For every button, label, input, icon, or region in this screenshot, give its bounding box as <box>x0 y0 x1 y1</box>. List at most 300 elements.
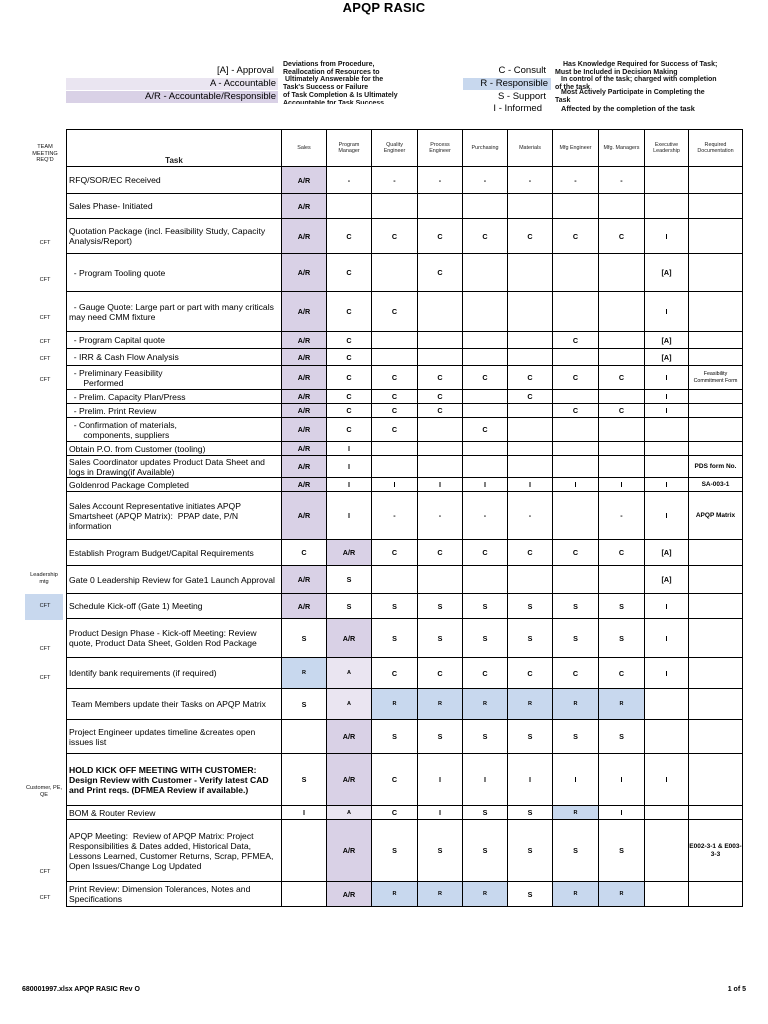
required-documentation-cell <box>689 167 743 194</box>
rasic-cell <box>508 418 553 442</box>
legend-accountable-responsible-code: A/R - Accountable/Responsible <box>145 91 276 102</box>
legend-accountable-code: A - Accountable <box>209 78 276 89</box>
rasic-cell <box>599 456 645 478</box>
table-row <box>67 366 743 390</box>
rasic-cell: C <box>463 366 508 390</box>
rasic-cell <box>418 292 463 332</box>
team-meeting-label: CFT <box>39 895 51 901</box>
rasic-cell <box>599 349 645 366</box>
rasic-cell <box>463 292 508 332</box>
required-documentation-cell <box>689 540 743 566</box>
legend-accountable-desc-2: Task's Success or Failure <box>283 84 369 91</box>
rasic-cell: A/R <box>327 720 372 754</box>
rasic-cell <box>463 442 508 456</box>
task-cell: Gate 0 Leadership Review for Gate1 Launch Approval <box>67 566 282 594</box>
rasic-cell: I <box>418 478 463 492</box>
rasic-cell: - <box>418 492 463 540</box>
page-title: APQP RASIC <box>342 0 426 15</box>
rasic-cell <box>418 418 463 442</box>
rasic-cell: R <box>282 658 327 689</box>
rasic-cell <box>599 566 645 594</box>
rasic-cell <box>463 390 508 404</box>
table-row <box>67 658 743 689</box>
table-row <box>67 540 743 566</box>
rasic-cell <box>553 254 599 292</box>
rasic-cell <box>553 418 599 442</box>
rasic-cell <box>418 332 463 349</box>
rasic-cell: I <box>418 806 463 820</box>
task-cell: - Gauge Quote: Large part or part with many criticals may need CMM fixture <box>67 292 282 332</box>
column-header-line: Engineer <box>429 148 451 154</box>
required-documentation-cell <box>689 404 743 418</box>
rasic-cell: A <box>327 658 372 689</box>
required-documentation-cell <box>689 442 743 456</box>
rasic-cell: C <box>372 658 418 689</box>
rasic-cell <box>599 254 645 292</box>
rasic-cell: S <box>372 619 418 658</box>
rasic-cell: C <box>327 418 372 442</box>
rasic-cell: C <box>463 418 508 442</box>
rasic-cell: R <box>599 882 645 907</box>
rasic-cell <box>372 349 418 366</box>
team-meeting-label: Leadership mtg <box>30 572 58 585</box>
rasic-cell: S <box>508 882 553 907</box>
rasic-cell: I <box>645 292 689 332</box>
rasic-cell: C <box>599 404 645 418</box>
rasic-cell: I <box>645 219 689 254</box>
task-cell: Print Review: Dimension Tolerances, Notes and Specifications <box>67 882 282 907</box>
rasic-cell <box>645 418 689 442</box>
task-cell: APQP Meeting: Review of APQP Matrix: Project Responsibilities & Dates added, Historical Data, Lessons Learned, Customer Returns, Scrap, PFMEA, Open Issues/Change Log Updated <box>67 820 282 882</box>
rasic-cell <box>645 806 689 820</box>
task-cell: Project Engineer updates timeline &creates open issues list <box>67 720 282 754</box>
rasic-cell: S <box>599 720 645 754</box>
task-cell: Obtain P.O. from Customer (tooling) <box>67 442 282 456</box>
legend-accountable-responsible-desc-1: of Task Completion & Is Ultimately <box>283 92 398 99</box>
rasic-cell: S <box>372 720 418 754</box>
rasic-cell <box>372 566 418 594</box>
legend-responsible-desc-1: In control of the task; charged with completion <box>561 76 717 83</box>
required-documentation-cell <box>689 390 743 404</box>
rasic-cell <box>463 194 508 219</box>
rasic-cell: I <box>327 442 372 456</box>
rasic-cell: [A] <box>645 540 689 566</box>
rasic-cell: S <box>463 720 508 754</box>
rasic-cell <box>553 442 599 456</box>
rasic-cell: I <box>463 754 508 806</box>
rasic-cell: C <box>372 404 418 418</box>
rasic-cell: S <box>463 806 508 820</box>
rasic-cell: C <box>463 219 508 254</box>
column-header-line: Quality <box>386 141 403 148</box>
task-cell: - Preliminary Feasibility Performed <box>67 366 282 390</box>
table-row <box>67 619 743 658</box>
rasic-cell <box>508 566 553 594</box>
rasic-cell <box>508 332 553 349</box>
rasic-cell <box>508 442 553 456</box>
rasic-cell: C <box>372 390 418 404</box>
rasic-cell: - <box>372 492 418 540</box>
required-documentation-cell <box>689 332 743 349</box>
rasic-cell: C <box>372 540 418 566</box>
required-documentation-cell: APQP Matrix <box>689 492 743 540</box>
rasic-cell: A/R <box>282 478 327 492</box>
rasic-cell: A/R <box>282 456 327 478</box>
rasic-cell: I <box>599 754 645 806</box>
rasic-cell: R <box>463 882 508 907</box>
rasic-cell: - <box>418 167 463 194</box>
rasic-cell: S <box>282 619 327 658</box>
legend-responsible-code: R - Responsible <box>480 78 548 89</box>
legend-accountable-responsible-desc-2: Accountable for Task Success <box>283 100 385 104</box>
team-meeting-label: CFT <box>39 277 51 283</box>
table-row <box>67 292 743 332</box>
column-header-1 <box>327 130 372 167</box>
legend-consult-desc-2: Must be Included in Decision Making <box>555 69 678 76</box>
legend-informed-code: I - Informed <box>493 103 542 114</box>
legend-accountable-desc-1: Ultimately Answerable for the <box>285 76 384 83</box>
column-header-line: Mfg Engineer <box>559 144 592 151</box>
team-meeting-label: CFT <box>39 603 51 609</box>
column-header-9 <box>689 130 743 167</box>
task-cell: - Prelim. Print Review <box>67 404 282 418</box>
table-row <box>67 167 743 194</box>
required-documentation-cell <box>689 254 743 292</box>
rasic-cell <box>599 292 645 332</box>
required-documentation-cell <box>689 754 743 806</box>
rasic-cell: A/R <box>282 404 327 418</box>
rasic-cell: I <box>553 754 599 806</box>
table-row <box>67 332 743 349</box>
rasic-cell: S <box>508 806 553 820</box>
required-documentation-cell <box>689 194 743 219</box>
table-row <box>67 254 743 292</box>
rasic-cell: C <box>599 366 645 390</box>
rasic-cell: C <box>508 658 553 689</box>
rasic-cell: - <box>327 167 372 194</box>
rasic-cell <box>645 442 689 456</box>
rasic-cell: C <box>372 754 418 806</box>
rasic-cell: S <box>508 594 553 619</box>
task-cell: Schedule Kick-off (Gate 1) Meeting <box>67 594 282 619</box>
rasic-cell <box>553 292 599 332</box>
rasic-cell: S <box>327 566 372 594</box>
rasic-cell: C <box>553 219 599 254</box>
rasic-cell: S <box>599 820 645 882</box>
task-cell: Sales Account Representative initiates APQP Smartsheet (APQP Matrix): PPAP date, P/N information <box>67 492 282 540</box>
legend-approval-desc-1: Deviations from Procedure, <box>283 61 375 68</box>
rasic-cell: I <box>599 478 645 492</box>
task-cell: - Program Tooling quote <box>67 254 282 292</box>
rasic-cell: C <box>599 658 645 689</box>
rasic-cell <box>645 720 689 754</box>
task-cell: - IRR & Cash Flow Analysis <box>67 349 282 366</box>
rasic-cell <box>282 820 327 882</box>
task-cell: - Program Capital quote <box>67 332 282 349</box>
column-header-5 <box>508 130 553 167</box>
rasic-cell: [A] <box>645 349 689 366</box>
legend-consult-code: C - Consult <box>498 65 546 76</box>
task-cell: - Confirmation of materials, components, suppliers <box>67 418 282 442</box>
rasic-cell: C <box>282 540 327 566</box>
rasic-cell <box>418 194 463 219</box>
rasic-cell: I <box>645 390 689 404</box>
rasic-cell: R <box>418 689 463 720</box>
rasic-cell <box>282 720 327 754</box>
team-meeting-label: CFT <box>39 646 51 652</box>
rasic-cell: S <box>418 720 463 754</box>
team-meeting-label: Customer, PE, QE <box>25 785 63 798</box>
column-header-line: Sales <box>297 144 311 151</box>
rasic-cell <box>418 566 463 594</box>
task-cell: Sales Phase- Initiated <box>67 194 282 219</box>
column-header-3 <box>418 130 463 167</box>
rasic-cell <box>508 254 553 292</box>
column-header-line: Mfg. Managers <box>603 144 640 151</box>
rasic-cell: I <box>508 754 553 806</box>
rasic-cell: I <box>508 478 553 492</box>
rasic-cell: A/R <box>282 442 327 456</box>
rasic-cell <box>418 456 463 478</box>
table-row <box>67 882 743 907</box>
column-header-2 <box>372 130 418 167</box>
rasic-cell: C <box>327 349 372 366</box>
rasic-cell: C <box>372 366 418 390</box>
rasic-cell: - <box>553 167 599 194</box>
rasic-cell: I <box>553 478 599 492</box>
rasic-cell: I <box>327 478 372 492</box>
rasic-cell: R <box>599 689 645 720</box>
rasic-cell: C <box>327 390 372 404</box>
task-cell: Goldenrod Package Completed <box>67 478 282 492</box>
rasic-cell: C <box>418 404 463 418</box>
team-meeting-label: CFT <box>39 675 51 681</box>
rasic-cell: A/R <box>282 194 327 219</box>
rasic-cell <box>645 456 689 478</box>
rasic-cell: S <box>553 720 599 754</box>
rasic-cell: I <box>418 754 463 806</box>
rasic-cell: R <box>553 806 599 820</box>
rasic-cell: [A] <box>645 332 689 349</box>
rasic-cell <box>508 292 553 332</box>
required-documentation-cell <box>689 882 743 907</box>
rasic-cell: S <box>463 619 508 658</box>
table-row <box>67 820 743 882</box>
rasic-cell <box>645 882 689 907</box>
rasic-cell: A/R <box>282 292 327 332</box>
table-row <box>67 806 743 820</box>
rasic-cell: S <box>418 594 463 619</box>
table-row <box>67 492 743 540</box>
rasic-cell <box>508 194 553 219</box>
rasic-cell: S <box>372 594 418 619</box>
required-documentation-cell <box>689 619 743 658</box>
rasic-cell: A/R <box>282 366 327 390</box>
rasic-cell <box>463 566 508 594</box>
column-header-0 <box>282 130 327 167</box>
rasic-cell: I <box>645 754 689 806</box>
legend-responsible-desc-2: of the task <box>555 84 591 91</box>
rasic-cell: A/R <box>282 566 327 594</box>
rasic-table <box>66 129 743 907</box>
column-header-4 <box>463 130 508 167</box>
table-row <box>67 478 743 492</box>
rasic-cell: C <box>599 219 645 254</box>
required-documentation-cell <box>689 594 743 619</box>
column-header-line: Required <box>704 141 727 148</box>
rasic-cell: C <box>508 366 553 390</box>
rasic-cell: A/R <box>282 594 327 619</box>
rasic-cell: C <box>508 390 553 404</box>
rasic-cell <box>553 349 599 366</box>
required-documentation-cell <box>689 720 743 754</box>
column-header-line: Executive <box>654 141 679 148</box>
rasic-cell: C <box>508 540 553 566</box>
column-header-line: Documentation <box>697 148 734 154</box>
rasic-cell: S <box>553 619 599 658</box>
column-header-line: Engineer <box>383 148 406 154</box>
rasic-cell <box>463 332 508 349</box>
rasic-cell <box>463 404 508 418</box>
rasic-cell: C <box>553 366 599 390</box>
rasic-cell: S <box>418 619 463 658</box>
rasic-cell: S <box>282 689 327 720</box>
legend-support-code: S - Support <box>497 91 546 102</box>
rasic-cell: C <box>372 418 418 442</box>
rasic-cell: - <box>508 167 553 194</box>
rasic-cell: A/R <box>282 349 327 366</box>
rasic-cell: R <box>418 882 463 907</box>
rasic-cell <box>372 332 418 349</box>
rasic-cell: I <box>645 658 689 689</box>
rasic-cell: C <box>327 292 372 332</box>
rasic-cell: R <box>553 689 599 720</box>
legend-support-desc-1: Most Actively Participate in Completing the <box>561 89 705 96</box>
rasic-cell <box>463 349 508 366</box>
rasic-cell <box>553 492 599 540</box>
rasic-cell: I <box>327 492 372 540</box>
rasic-cell <box>553 456 599 478</box>
rasic-cell: A/R <box>282 219 327 254</box>
table-row <box>67 390 743 404</box>
rasic-cell: C <box>463 658 508 689</box>
rasic-cell: C <box>327 219 372 254</box>
required-documentation-cell <box>689 806 743 820</box>
legend-approval-desc-2: Reallocation of Resources to <box>283 69 380 76</box>
rasic-cell: C <box>327 366 372 390</box>
rasic-cell: S <box>508 720 553 754</box>
rasic-cell: [A] <box>645 566 689 594</box>
rasic-cell <box>508 404 553 418</box>
task-cell: - Prelim. Capacity Plan/Press <box>67 390 282 404</box>
table-row <box>67 720 743 754</box>
rasic-cell: A/R <box>282 390 327 404</box>
table-row <box>67 349 743 366</box>
rasic-cell: C <box>372 292 418 332</box>
table-row <box>67 689 743 720</box>
task-cell: Quotation Package (incl. Feasibility Study, Capacity Analysis/Report) <box>67 219 282 254</box>
rasic-cell: C <box>418 390 463 404</box>
task-cell: BOM & Router Review <box>67 806 282 820</box>
rasic-cell: I <box>327 456 372 478</box>
table-body <box>67 167 743 907</box>
column-header-8 <box>645 130 689 167</box>
table-row <box>67 566 743 594</box>
rasic-cell: - <box>599 492 645 540</box>
rasic-cell: S <box>508 619 553 658</box>
legend-consult-desc-1: Has Knowledge Required for Success of Task; <box>563 61 718 68</box>
required-documentation-cell <box>689 566 743 594</box>
task-cell: Team Members update their Tasks on APQP Matrix <box>67 689 282 720</box>
rasic-cell: S <box>327 594 372 619</box>
table-row <box>67 194 743 219</box>
rasic-cell <box>599 332 645 349</box>
rasic-cell: S <box>508 820 553 882</box>
required-documentation-cell <box>689 349 743 366</box>
required-documentation-cell <box>689 658 743 689</box>
rasic-cell <box>372 442 418 456</box>
rasic-cell: A/R <box>327 619 372 658</box>
task-cell: Sales Coordinator updates Product Data Sheet and logs in Drawing(if Available) <box>67 456 282 478</box>
rasic-cell: S <box>553 594 599 619</box>
rasic-cell: R <box>553 882 599 907</box>
rasic-cell: C <box>372 806 418 820</box>
rasic-cell: C <box>418 658 463 689</box>
task-cell: RFQ/SOR/EC Received <box>67 167 282 194</box>
required-documentation-cell <box>689 418 743 442</box>
team-meeting-label: CFT <box>39 240 51 246</box>
required-documentation-cell: E002-3-1 & E003-3-3 <box>689 820 743 882</box>
rasic-cell: A/R <box>327 882 372 907</box>
rasic-cell: C <box>463 540 508 566</box>
team-meeting-header: TEAM MEETING REQ'D <box>32 144 58 163</box>
rasic-cell <box>372 254 418 292</box>
rasic-cell: A <box>327 689 372 720</box>
rasic-cell: R <box>372 689 418 720</box>
rasic-cell: C <box>508 219 553 254</box>
rasic-cell: S <box>599 594 645 619</box>
table-row <box>67 219 743 254</box>
rasic-cell: - <box>599 167 645 194</box>
footer-page-number: 1 of 5 <box>727 986 746 993</box>
task-cell: Identify bank requirements (if required) <box>67 658 282 689</box>
column-header-line: Leadership <box>653 148 680 154</box>
rasic-cell <box>645 194 689 219</box>
rasic-cell: A/R <box>327 540 372 566</box>
rasic-cell <box>553 390 599 404</box>
table-row <box>67 754 743 806</box>
required-documentation-cell <box>689 689 743 720</box>
legend-approval-code: [A] - Approval <box>216 65 274 76</box>
column-header-line: Program <box>338 141 360 148</box>
rasic-cell: C <box>553 404 599 418</box>
rasic-cell: - <box>463 167 508 194</box>
required-documentation-cell <box>689 292 743 332</box>
rasic-cell <box>282 882 327 907</box>
rasic-cell: I <box>645 404 689 418</box>
column-header-6 <box>553 130 599 167</box>
team-meeting-label: CFT <box>39 869 51 875</box>
rasic-cell: R <box>372 882 418 907</box>
rasic-cell: S <box>418 820 463 882</box>
rasic-cell: A/R <box>282 332 327 349</box>
rasic-cell: R <box>508 689 553 720</box>
team-meeting-label: CFT <box>39 315 51 321</box>
rasic-cell: I <box>645 366 689 390</box>
rasic-cell: A/R <box>282 418 327 442</box>
rasic-cell <box>553 194 599 219</box>
rasic-cell: - <box>463 492 508 540</box>
